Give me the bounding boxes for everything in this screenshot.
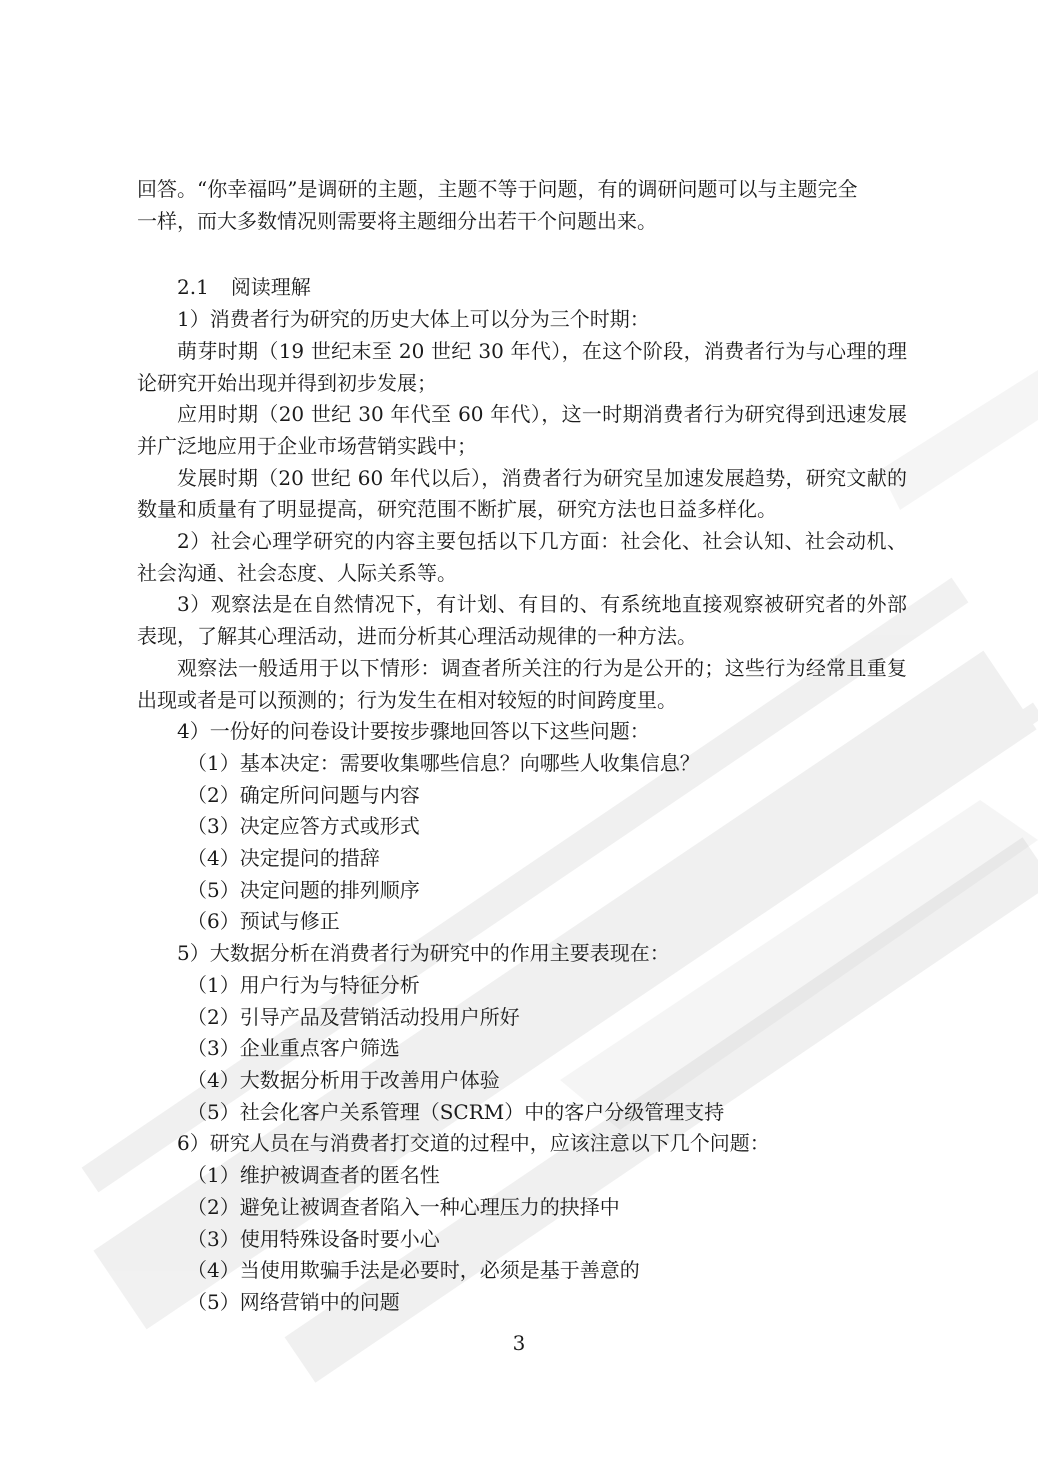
q3-text: 3）观察法是在自然情况下，有计划、有目的、有系统地直接观察被研究者的外部表现，了解其心理活动，进而分析其心理活动规律的一种方法。 (137, 592, 907, 649)
document-body (137, 174, 907, 1319)
q5-label: 5）大数据分析在消费者行为研究中的作用主要表现在： (177, 941, 670, 966)
q5-item-5: （5）社会化客户关系管理（SCRM）中的客户分级管理支持 (187, 1099, 725, 1124)
q5-item-4: （4）大数据分析用于改善用户体验 (187, 1067, 500, 1092)
intro-line-1: 回答。“你幸福吗”是调研的主题，主题不等于问题，有的调研问题可以与主题完全 (137, 177, 858, 201)
q5-item-3: （3）企业重点客户筛选 (187, 1036, 400, 1061)
q1-period-1: 萌芽时期（19 世纪末至 20 世纪 30 年代），在这个阶段，消费者行为与心理的理论研究开始出现并得到初步发展； (137, 338, 907, 395)
section-heading (137, 272, 907, 304)
q3-extra: 观察法一般适用于以下情形：调查者所关注的行为是公开的；这些行为经常且重复出现或者是可以预测的；行为发生在相对较短的时间跨度里。 (137, 655, 907, 712)
q6-label: 6）研究人员在与消费者打交道的过程中，应该注意以下几个问题： (177, 1131, 770, 1156)
q4-item-5: （5）决定问题的排列顺序 (187, 877, 420, 902)
section-number: 2.1 (177, 275, 209, 300)
q1-label: 1）消费者行为研究的历史大体上可以分为三个时期： (177, 307, 650, 332)
intro-line-2: 一样，而大多数情况则需要将主题细分出若干个问题出来。 (137, 208, 657, 233)
q6-item-4: （4）当使用欺骗手法是必要时，必须是基于善意的 (187, 1258, 640, 1283)
q6-item-3: （3）使用特殊设备时要小心 (187, 1226, 440, 1251)
q6-item-5: （5）网络营销中的问题 (187, 1289, 400, 1314)
section-title: 阅读理解 (230, 275, 311, 300)
q4-item-1: （1）基本决定：需要收集哪些信息？向哪些人收集信息？ (187, 750, 700, 775)
q4-item-4: （4）决定提问的措辞 (187, 846, 380, 871)
q4-item-3: （3）决定应答方式或形式 (187, 814, 420, 839)
q1-period-3: 发展时期（20 世纪 60 年代以后），消费者行为研究呈加速发展趋势，研究文献的数量和质量有了明显提高，研究范围不断扩展，研究方法也日益多样化。 (137, 465, 907, 522)
q5-item-1: （1）用户行为与特征分析 (187, 972, 420, 997)
q4-item-2: （2）确定所问问题与内容 (187, 782, 420, 807)
q6-item-2: （2）避免让被调查者陷入一种心理压力的抉择中 (187, 1194, 620, 1219)
q6-item-1: （1）维护被调查者的匿名性 (187, 1163, 440, 1188)
q4-item-6: （6）预试与修正 (187, 909, 340, 934)
q1-period-2: 应用时期（20 世纪 30 年代至 60 年代），这一时期消费者行为研究得到迅速发展并广泛地应用于企业市场营销实践中； (137, 402, 907, 458)
q5-item-2: （2）引导产品及营销活动投用户所好 (187, 1004, 520, 1029)
page-number: 3 (512, 1331, 526, 1355)
q2-text: 2）社会心理学研究的内容主要包括以下几方面：社会化、社会认知、社会动机、社会沟通、社会态度、人际关系等。 (137, 529, 907, 585)
q4-label: 4）一份好的问卷设计要按步骤地回答以下这些问题： (177, 719, 650, 744)
